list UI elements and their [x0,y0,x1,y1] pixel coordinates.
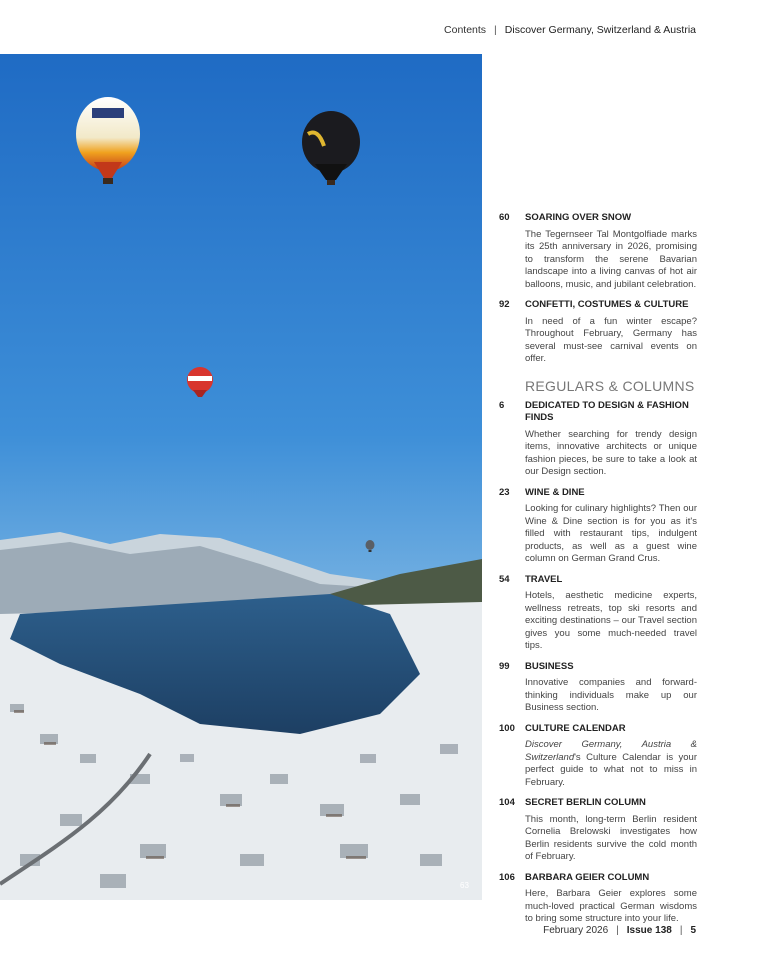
toc-entry-barbara-geier[interactable] [499,872,697,926]
entry-title: TRAVEL [525,573,563,585]
entry-title: DEDICATED TO DESIGN & FASHION FINDS [525,399,689,423]
entry-description: In need of a fun winter escape? Throughout February, Germany has several must-see carnival events on offer. [525,315,697,364]
toc-entry-wine-dine[interactable] [499,487,697,566]
entry-description: Hotels, aesthetic medicine experts, wellness retreats, top ski resorts and exciting destinations – our Travel section gives you some much-needed travel tips. [525,590,697,651]
toc-entry-secret-berlin[interactable] [499,797,697,864]
issue-date: February 2026 [543,925,609,936]
entry-description: Innovative companies and forward-thinking individuals make up our Business section. [525,677,697,713]
page-number: 99 [499,660,510,672]
entry-description: Looking for culinary highlights? Then our Wine & Dine section is for you as it's filled with restaurant tips, indulgent products, as well as a guest wine column on German Grand Crus. [525,503,697,564]
entry-description: Whether searching for trendy design items, innovative architects or unique fashion pieces, be sure to take a look at our Design section. [525,428,697,477]
entry-title: SECRET BERLIN COLUMN [525,797,646,808]
page-number: 54 [499,573,510,585]
header-section: Contents [444,24,487,36]
table-of-contents [499,212,697,934]
entry-description: Here, Barbara Geier explores some much-loved practical German wisdoms to bring some structure into your life. [525,888,697,924]
entry-title: BUSINESS [525,660,574,672]
toc-entry-travel[interactable] [499,574,697,653]
entry-description: The Tegernseer Tal Montgolfiade marks its 25th anniversary in 2026, promising to transform the serene Bavarian landscape into a living canvas of hot air balloons, music, and jubilant celebration. [525,228,697,290]
page-footer: February 2026 | Issue 138 | 5 [543,925,696,936]
entry-title: CULTURE CALENDAR [525,722,626,734]
photo-credit-number: 63 [460,881,469,890]
entry-description: Discover Germany, Austria & Switzerland's Culture Calendar is your perfect guide to what not to miss in February. [525,739,697,788]
toc-entry-culture-calendar[interactable] [499,723,697,790]
page-number: 104 [499,797,515,808]
page-number: 23 [499,486,510,498]
photo-illustration [0,54,482,900]
cover-photo [0,54,482,900]
toc-entry-confetti[interactable] [499,299,697,366]
page-number: 60 [499,212,510,223]
issue-number: Issue 138 [626,925,672,936]
page-number: 100 [499,722,515,734]
entry-title: CONFETTI, COSTUMES & CULTURE [525,299,689,310]
toc-entry-design[interactable] [499,400,697,479]
regulars-heading: REGULARS & COLUMNS [525,377,695,394]
entry-title: WINE & DINE [525,486,585,498]
toc-entry-soaring-over-snow[interactable] [499,212,697,291]
entry-title: SOARING OVER SNOW [525,212,632,223]
page-header [444,24,696,36]
toc-entry-business[interactable] [499,661,697,715]
page-number: 106 [499,871,515,883]
header-separator: | [494,24,497,36]
entry-description: This month, long-term Berlin resident Cornelia Brelowski investigates how Berlin residents survive the cold month of February. [525,813,697,862]
magazine-title: Discover Germany, Switzerland & Austria [504,24,696,36]
magazine-name-italic: Discover Germany, Austria & Switzerland [525,739,697,763]
entry-title: BARBARA GEIER COLUMN [525,871,650,883]
page-number-footer: 5 [690,925,696,936]
page-number: 92 [499,299,510,310]
page-number: 6 [499,399,505,411]
